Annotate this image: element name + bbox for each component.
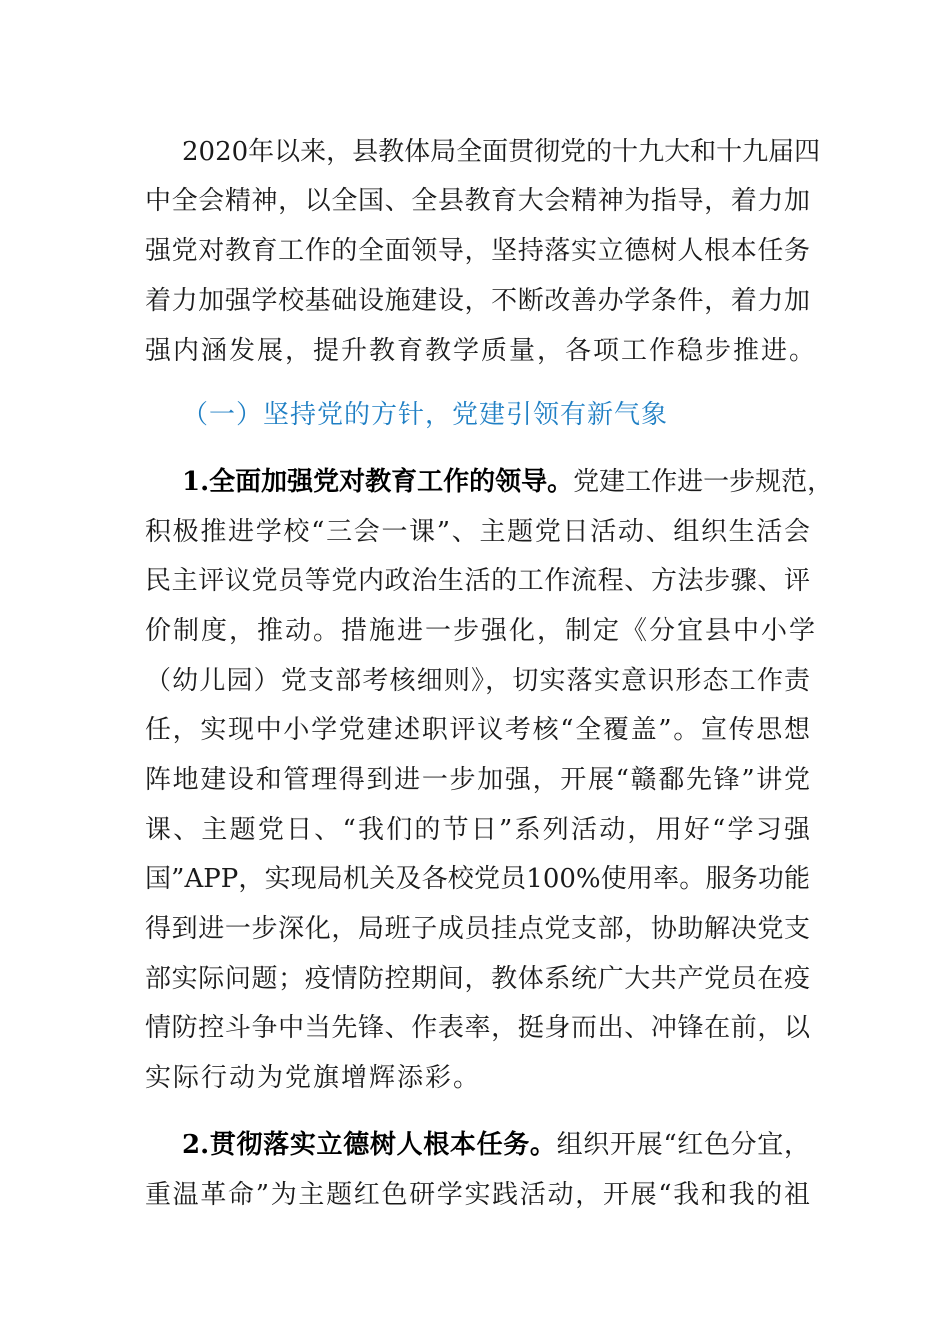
intro-line-4: 着力加强学校基础设施建设，不断改善办学条件，着力加 <box>145 286 810 316</box>
item1-line-8: 课、主题党日、“我们的节日”系列活动，用好“学习强 <box>145 815 810 845</box>
item1-line-12: 情防控斗争中当先锋、作表率，挺身而出、冲锋在前，以 <box>145 1013 810 1043</box>
item2-title: 2.贯彻落实立德树人根本任务。 <box>182 1130 557 1160</box>
item1-line-6: 任，实现中小学党建述职评议考核“全覆盖”。宣传思想 <box>145 715 810 745</box>
intro-line-1: 2020年以来，县教体局全面贯彻党的十九大和十九届四 <box>182 137 821 167</box>
item1-line-4: 价制度，推动。措施进一步强化，制定《分宜县中小学 <box>145 616 818 646</box>
intro-line-2: 中全会精神，以全国、全县教育大会精神为指导，着力加 <box>145 186 810 216</box>
item1-first-rest: 党建工作进一步规范， <box>573 467 834 497</box>
item1-line-10: 得到进一步深化，局班子成员挂点党支部，协助解决党支 <box>145 914 810 944</box>
item2-line-2: 重温革命”为主题红色研学实践活动，开展“我和我的祖 <box>145 1180 810 1210</box>
item2-first-rest: 组织开展“红色分宜， <box>556 1130 810 1160</box>
item1-line-9: 国”APP，实现局机关及各校党员100%使用率。服务功能 <box>145 864 810 894</box>
item1-first-line <box>182 462 834 502</box>
item1-line-2: 积极推进学校“三会一课”、主题党日活动、组织生活会 <box>145 517 810 547</box>
intro-line-5: 强内涵发展，提升教育教学质量，各项工作稳步推进。 <box>145 336 818 366</box>
item1-line-3: 民主评议党员等党内政治生活的工作流程、方法步骤、评 <box>145 566 810 596</box>
item1-title: 1.全面加强党对教育工作的领导。 <box>182 467 574 497</box>
item2-first-line <box>182 1125 810 1165</box>
item1-line-11: 部实际问题；疫情防控期间，教体系统广大共产党员在疫 <box>145 964 810 994</box>
section-heading-1: （一）坚持党的方针，党建引领有新气象 <box>182 400 669 430</box>
item1-line-5: （幼儿园）党支部考核细则》，切实落实意识形态工作责 <box>145 666 810 696</box>
intro-line-3: 强党对教育工作的全面领导，坚持落实立德树人根本任务 <box>145 236 810 266</box>
item1-line-7: 阵地建设和管理得到进一步加强，开展“赣鄱先锋”讲党 <box>145 765 810 795</box>
item1-line-13: 实际行动为党旗增辉添彩。 <box>145 1063 482 1093</box>
